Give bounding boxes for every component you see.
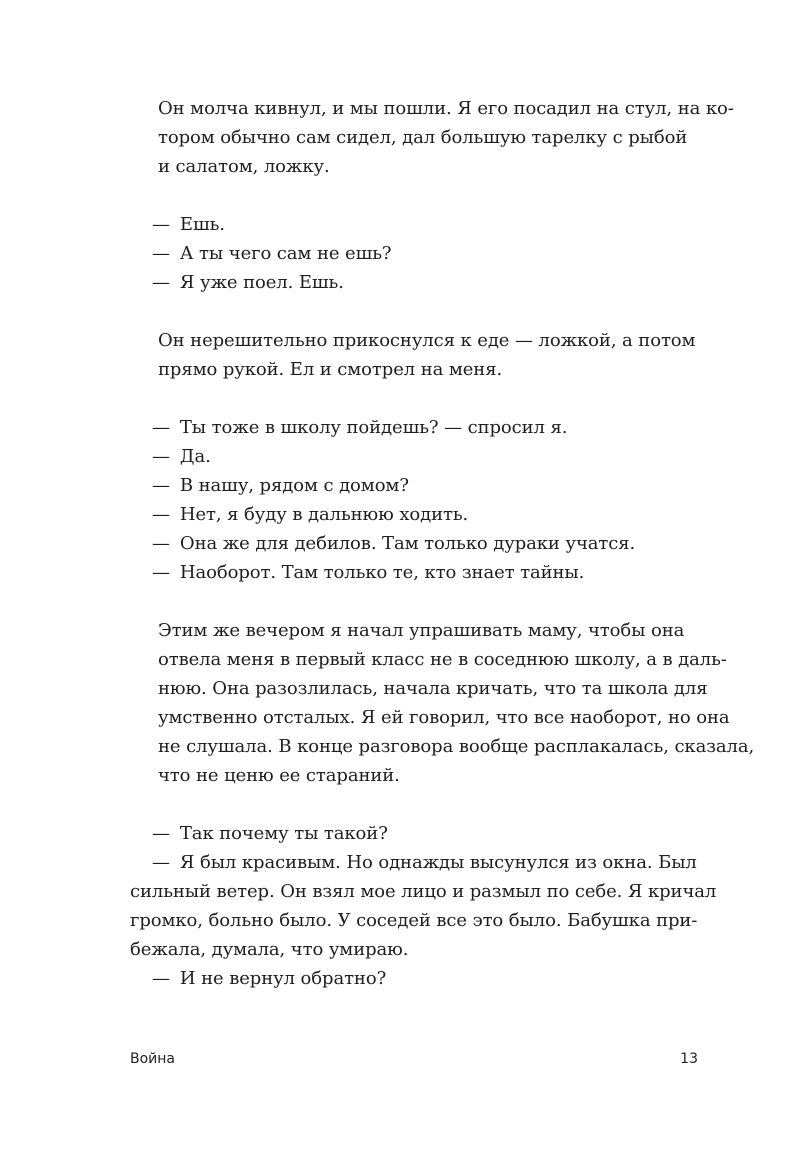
dialogue-line xyxy=(130,239,698,268)
dialogue-2 xyxy=(130,413,698,587)
dialogue-line xyxy=(130,500,698,529)
paragraph-3 xyxy=(130,616,755,790)
dialogue-line xyxy=(130,210,698,239)
dash: — xyxy=(152,504,170,525)
dialogue-line xyxy=(130,964,698,993)
dialogue-text: Да. xyxy=(179,446,211,467)
dash: — xyxy=(152,852,170,873)
dash: — xyxy=(152,562,170,583)
page-body xyxy=(130,94,755,993)
dash: — xyxy=(152,823,170,844)
dialogue-1 xyxy=(130,210,698,297)
text-line: сильный ветер. Он взял мое лицо и размыл по себе. Я кричал xyxy=(130,881,717,902)
text-line: бежала, думала, что умираю. xyxy=(130,939,409,960)
dash: — xyxy=(152,272,170,293)
dialogue-text: Я уже поел. Ешь. xyxy=(179,272,344,293)
dash: — xyxy=(152,968,170,989)
text-line: тором обычно сам сидел, дал большую тарелку с рыбой xyxy=(158,127,688,148)
dash: — xyxy=(152,243,170,264)
dialogue-text: Ешь. xyxy=(179,214,225,235)
running-title: Война xyxy=(130,1051,176,1067)
paragraph-1 xyxy=(130,94,734,181)
dash: — xyxy=(152,533,170,554)
text-line: Он молча кивнул, и мы пошли. Я его посадил на стул, на ко- xyxy=(158,98,734,119)
text-line: прямо рукой. Ел и смотрел на меня. xyxy=(158,359,503,380)
dialogue-text: Ты тоже в школу пойдешь? — спросил я. xyxy=(179,417,568,438)
dialogue-line xyxy=(130,442,698,471)
dialogue-text: А ты чего сам не ешь? xyxy=(179,243,392,264)
text-line: отвела меня в первый класс не в соседнюю школу, а в даль- xyxy=(158,649,727,670)
dialogue-text: Я был красивым. Но однажды высунулся из окна. Был xyxy=(179,852,697,873)
text-line: Он нерешительно прикоснулся к еде — ложкой, а потом xyxy=(158,330,696,351)
dialogue-line xyxy=(130,529,698,558)
dialogue-text: Наоборот. Там только те, кто знает тайны. xyxy=(179,562,585,583)
paragraph-2 xyxy=(130,326,698,384)
text-block xyxy=(130,94,755,993)
text-line: умственно отсталых. Я ей говорил, что все наоборот, но она xyxy=(158,707,730,728)
dialogue-3 xyxy=(130,819,717,993)
dialogue-text: Нет, я буду в дальнюю ходить. xyxy=(179,504,469,525)
text-line: нюю. Она разозлилась, начала кричать, что та школа для xyxy=(158,678,708,699)
dialogue-line xyxy=(130,558,698,587)
dash: — xyxy=(152,446,170,467)
dash: — xyxy=(152,417,170,438)
text-line: не слушала. В конце разговора вообще расплакалась, сказала, xyxy=(158,736,755,757)
text-line: громко, больно было. У соседей все это было. Бабушка при- xyxy=(130,910,698,931)
dialogue-line xyxy=(130,413,698,442)
text-line: и салатом, ложку. xyxy=(158,156,330,177)
dialogue-text: В нашу, рядом с домом? xyxy=(179,475,409,496)
dialogue-text: Так почему ты такой? xyxy=(179,823,388,844)
dialogue-text: Она же для дебилов. Там только дураки учатся. xyxy=(179,533,636,554)
dash: — xyxy=(152,475,170,496)
dialogue-text: И не вернул обратно? xyxy=(179,968,387,989)
dialogue-line xyxy=(130,819,698,848)
text-line: Этим же вечером я начал упрашивать маму, чтобы она xyxy=(158,620,685,641)
dialogue-line xyxy=(130,268,698,297)
text-line: что не ценю ее стараний. xyxy=(158,765,400,786)
dialogue-line xyxy=(130,471,698,500)
dash: — xyxy=(152,214,170,235)
dialogue-line xyxy=(130,848,698,877)
page-number: 13 xyxy=(680,1051,698,1067)
